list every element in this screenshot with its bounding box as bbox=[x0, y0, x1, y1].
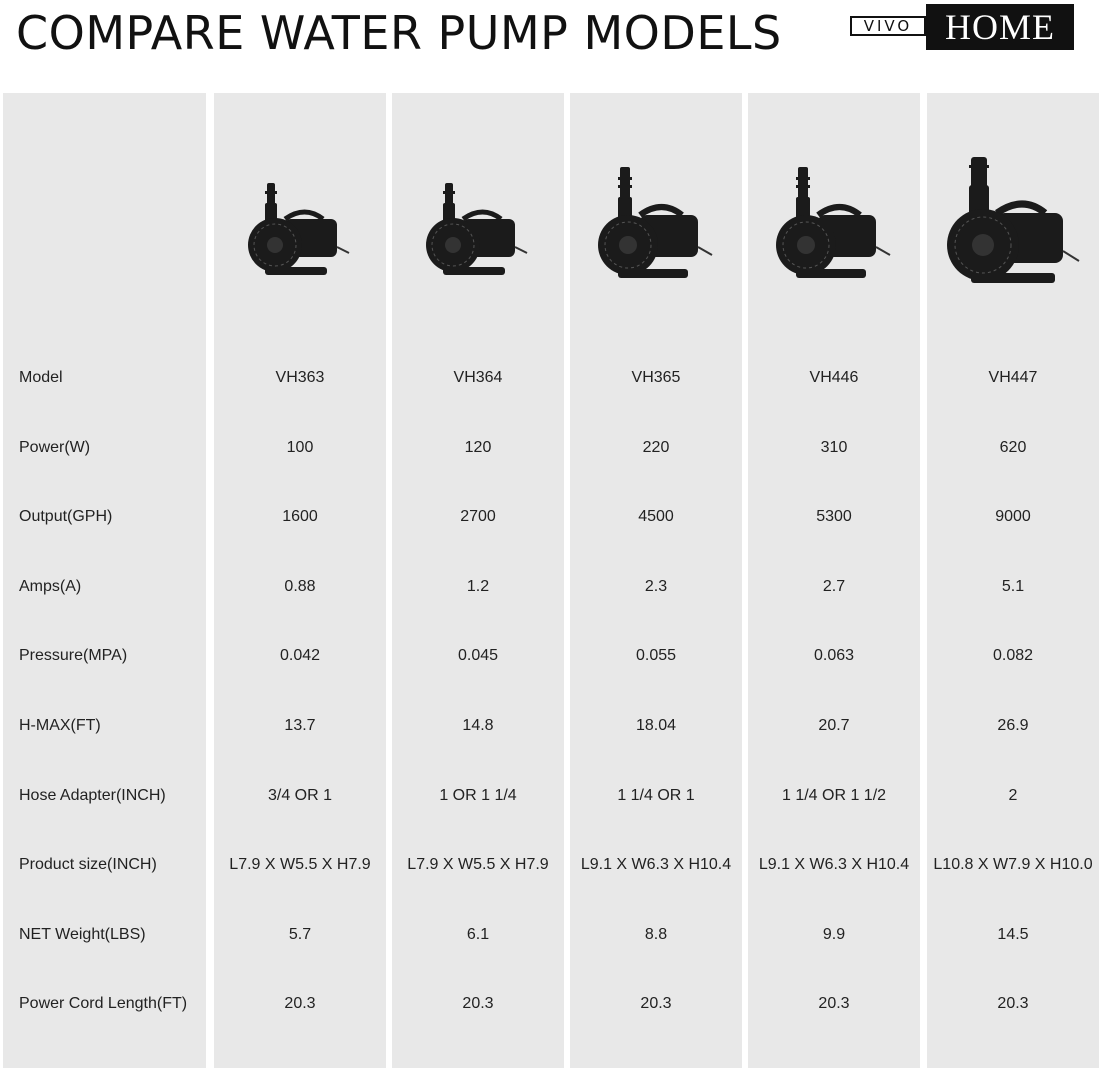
row-label-pressure: Pressure(MPA) bbox=[19, 647, 128, 664]
model-column-vh363 bbox=[214, 93, 386, 1068]
cell-hmax: 13.7 bbox=[284, 717, 316, 734]
cell-output: 5300 bbox=[816, 508, 852, 525]
cell-model: VH365 bbox=[631, 369, 681, 386]
cell-hmax: 14.8 bbox=[462, 717, 494, 734]
model-column-vh446 bbox=[748, 93, 920, 1068]
cell-cord: 20.3 bbox=[640, 995, 672, 1012]
row-label-hmax: H-MAX(FT) bbox=[19, 717, 101, 734]
row-label-amps: Amps(A) bbox=[19, 578, 82, 595]
cell-hose: 1 1/4 OR 1 1/2 bbox=[781, 787, 887, 804]
cell-pressure: 0.042 bbox=[279, 647, 321, 664]
row-label-power: Power(W) bbox=[19, 439, 91, 456]
cell-cord: 20.3 bbox=[284, 995, 316, 1012]
cell-model: VH364 bbox=[453, 369, 503, 386]
cell-hose: 1 OR 1 1/4 bbox=[439, 787, 517, 804]
cell-output: 4500 bbox=[638, 508, 674, 525]
cell-weight: 6.1 bbox=[466, 926, 490, 943]
page-title: COMPARE WATER PUMP MODELS bbox=[16, 6, 782, 60]
water-pump-icon bbox=[245, 175, 355, 287]
cell-hose: 3/4 OR 1 bbox=[267, 787, 333, 804]
water-pump-icon bbox=[945, 155, 1081, 289]
cell-power: 220 bbox=[642, 439, 670, 456]
cell-weight: 8.8 bbox=[644, 926, 668, 943]
cell-pressure: 0.063 bbox=[813, 647, 855, 664]
row-label-cord: Power Cord Length(FT) bbox=[19, 995, 188, 1012]
cell-amps: 2.7 bbox=[822, 578, 846, 595]
model-column-vh447 bbox=[927, 93, 1099, 1068]
cell-size: L9.1 X W6.3 X H10.4 bbox=[580, 856, 732, 873]
row-label-hose: Hose Adapter(INCH) bbox=[19, 787, 166, 804]
model-column-vh364 bbox=[392, 93, 564, 1068]
cell-pressure: 0.082 bbox=[992, 647, 1034, 664]
model-column-vh365 bbox=[570, 93, 742, 1068]
cell-weight: 5.7 bbox=[288, 926, 312, 943]
water-pump-icon bbox=[774, 163, 894, 289]
cell-power: 100 bbox=[286, 439, 314, 456]
cell-cord: 20.3 bbox=[462, 995, 494, 1012]
cell-size: L9.1 X W6.3 X H10.4 bbox=[758, 856, 910, 873]
cell-output: 9000 bbox=[995, 508, 1031, 525]
cell-weight: 9.9 bbox=[822, 926, 846, 943]
cell-size: L10.8 X W7.9 X H10.0 bbox=[933, 856, 1093, 873]
cell-hose: 1 1/4 OR 1 bbox=[617, 787, 695, 804]
cell-model: VH363 bbox=[275, 369, 325, 386]
logo-home-text: HOME bbox=[926, 4, 1074, 50]
cell-output: 1600 bbox=[282, 508, 318, 525]
row-labels-column bbox=[3, 93, 206, 1068]
logo-vivo-text: VIVO bbox=[850, 16, 926, 36]
cell-amps: 1.2 bbox=[466, 578, 490, 595]
cell-hmax: 20.7 bbox=[818, 717, 850, 734]
cell-power: 120 bbox=[464, 439, 492, 456]
cell-weight: 14.5 bbox=[997, 926, 1029, 943]
cell-hose: 2 bbox=[1008, 787, 1018, 804]
row-label-weight: NET Weight(LBS) bbox=[19, 926, 146, 943]
cell-pressure: 0.045 bbox=[457, 647, 499, 664]
cell-size: L7.9 X W5.5 X H7.9 bbox=[407, 856, 549, 873]
cell-output: 2700 bbox=[460, 508, 496, 525]
cell-cord: 20.3 bbox=[997, 995, 1029, 1012]
cell-amps: 5.1 bbox=[1001, 578, 1025, 595]
cell-power: 310 bbox=[820, 439, 848, 456]
cell-amps: 0.88 bbox=[284, 578, 316, 595]
brand-logo bbox=[850, 4, 1074, 50]
row-label-size: Product size(INCH) bbox=[19, 856, 157, 873]
cell-hmax: 26.9 bbox=[997, 717, 1029, 734]
cell-model: VH447 bbox=[988, 369, 1038, 386]
water-pump-icon bbox=[596, 163, 716, 289]
row-label-output: Output(GPH) bbox=[19, 508, 113, 525]
cell-hmax: 18.04 bbox=[635, 717, 677, 734]
water-pump-icon bbox=[423, 175, 533, 287]
cell-cord: 20.3 bbox=[818, 995, 850, 1012]
cell-power: 620 bbox=[999, 439, 1027, 456]
row-label-model: Model bbox=[19, 369, 63, 386]
cell-pressure: 0.055 bbox=[635, 647, 677, 664]
cell-model: VH446 bbox=[809, 369, 859, 386]
cell-size: L7.9 X W5.5 X H7.9 bbox=[229, 856, 371, 873]
cell-amps: 2.3 bbox=[644, 578, 668, 595]
